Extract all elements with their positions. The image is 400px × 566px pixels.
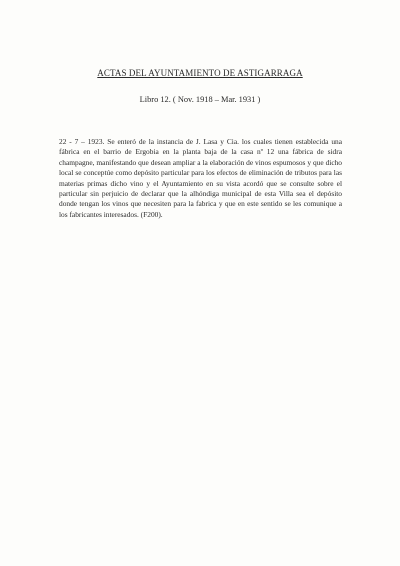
document-subtitle: Libro 12. ( Nov. 1918 – Mar. 1931 ) xyxy=(139,95,261,104)
document-title-text: ACTAS DEL AYUNTAMIENTO DE ASTIGARRAGA xyxy=(97,68,303,78)
document-title xyxy=(0,68,400,78)
minutes-entry: 22 - 7 – 1923. Se enteró de la instancia de J. Lasa y Cia. los cuales tienen establecida una fábrica en el barrio de Ergobia en la planta baja de la casa nº 12 una fábrica de sidra champagne, manifestando que desean ampliar a la elaboración de vinos espumosos y que dicho local se conceptúe como depósito particular para los efectos de eliminación de tributos para las materias primas dicho vino y el Ayuntamiento en su vista acordó que se consulte sobre el particular sin perjuicio de declarar que la alhóndiga municipal de esta Villa sea el depósito donde tengan los vinos que necesiten para la fabrica y que en este sentido se les comunique a los fabricantes interesados. (F200). xyxy=(59,137,342,219)
